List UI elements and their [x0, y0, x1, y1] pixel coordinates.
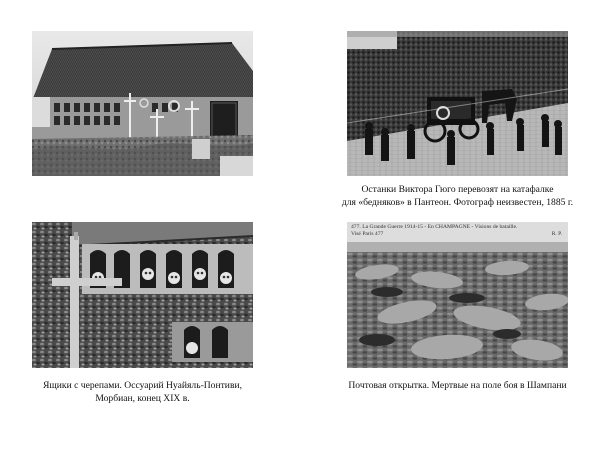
ossuary-roof-image — [32, 31, 253, 176]
photo-battlefield-postcard — [347, 222, 568, 368]
postcard-header-left: Visé Paris 477 — [351, 231, 384, 237]
caption-hugo-line-2: для «бедняков» в Пантеон. Фотограф неизвестен, 1885 г. — [341, 197, 574, 208]
caption-postcard-line-1: Почтовая открытка. Мертвые на поле боя в Шампани — [348, 380, 567, 391]
hugo-funeral-image — [347, 31, 568, 176]
battlefield-postcard-image — [347, 222, 568, 368]
skull-boxes-image — [32, 222, 253, 368]
postcard-header — [347, 222, 568, 242]
caption-hugo-line-1: Останки Виктора Гюго перевозят на катафалке — [361, 184, 554, 195]
photo-victor-hugo-funeral — [347, 31, 568, 176]
caption-skulls-line-2: Морбиан, конец XIX в. — [95, 393, 190, 404]
postcard-header-right: R. P. — [551, 231, 562, 237]
caption-hugo-funeral — [340, 183, 575, 209]
caption-skulls-line-1: Ящики с черепами. Оссуарий Нуайяль-Понтиви, — [42, 380, 243, 391]
postcard-header-main: 477. La Grande Guerre 1914-15 - En CHAMPAGNE - Visions de bataille. — [351, 224, 518, 230]
caption-postcard — [340, 379, 575, 392]
photo-skull-boxes — [32, 222, 253, 368]
photo-ossuary-thatched-roof — [32, 31, 253, 176]
caption-skull-boxes — [24, 379, 261, 405]
